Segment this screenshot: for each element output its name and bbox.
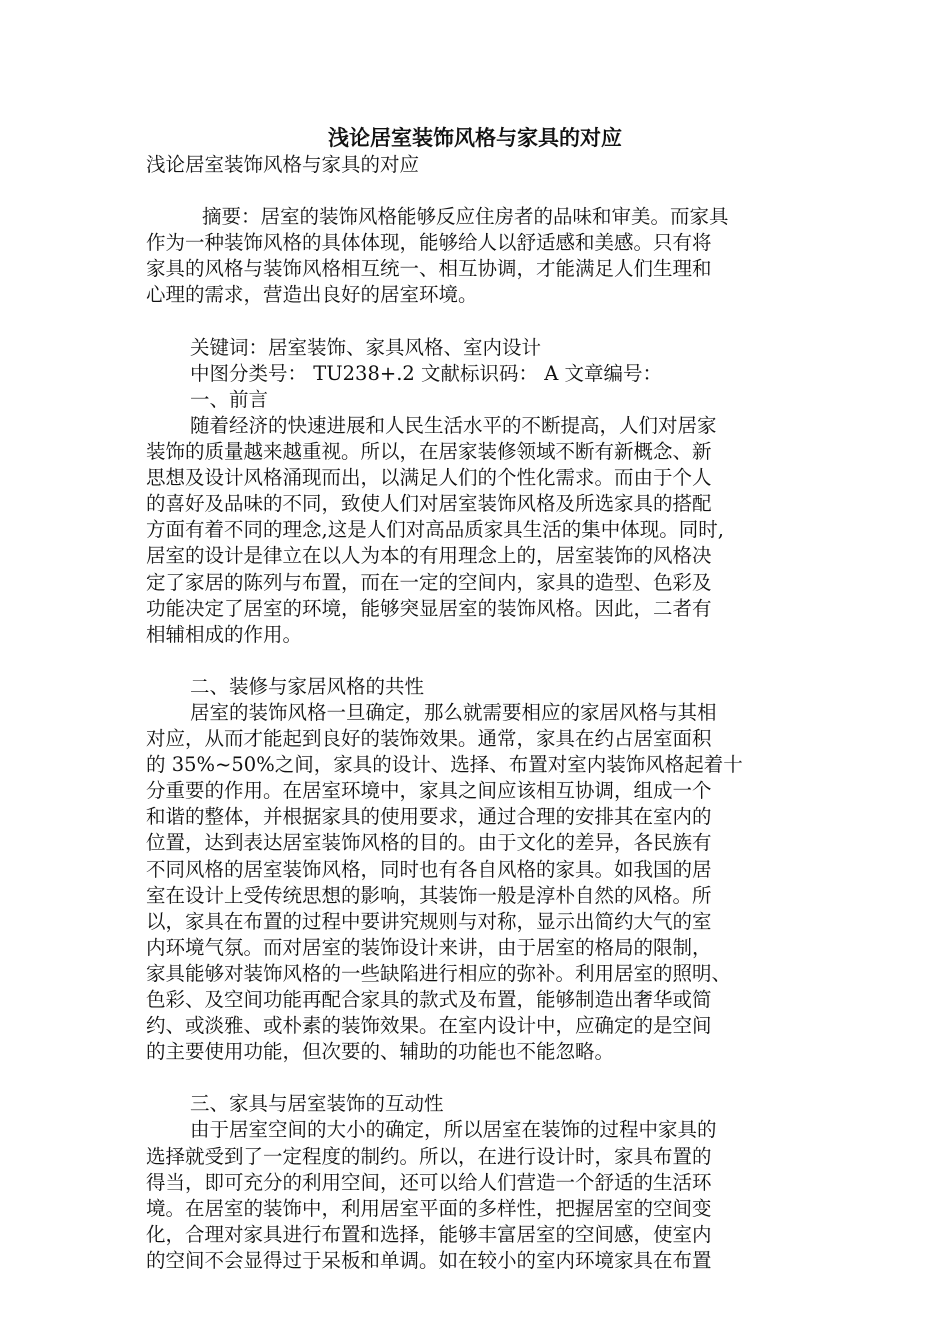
- paragraph-line: 境。在居室的装饰中，利用居室平面的多样性，把握居室的空间变: [146, 1196, 712, 1220]
- paragraph-line: 思想及设计风格涌现而出，以满足人们的个性化需求。而由于个人: [146, 466, 712, 490]
- keywords-line: 关键词：居室装饰、家具风格、室内设计: [190, 335, 542, 359]
- paragraph-line: 内环境气氛。而对居室的装饰设计来讲，由于居室的格局的限制，: [146, 935, 712, 959]
- paragraph-line: 化，合理对家具进行布置和选择，能够丰富居室的空间感，使室内: [146, 1222, 712, 1246]
- paragraph-line: 随着经济的快速进展和人民生活水平的不断提高，人们对居家: [190, 413, 717, 437]
- paragraph-line: 选择就受到了一定程度的制约。所以，在进行设计时，家具布置的: [146, 1144, 712, 1168]
- section-interaction: [146, 1091, 806, 1274]
- classification-line: 中图分类号： TU238+.2 文献标识码： A 文章编号：: [190, 361, 662, 385]
- section-common-style: [146, 674, 806, 1065]
- paragraph-line: 家具的风格与装饰风格相互统一、相互协调，才能满足人们生理和: [146, 257, 712, 281]
- paragraph-line: 的喜好及品味的不同，致使人们对居室装饰风格及所选家具的搭配: [146, 492, 712, 516]
- document-body: [146, 152, 806, 1274]
- paragraph-line: 得当，即可充分的利用空间，还可以给人们营造一个舒适的生活环: [146, 1170, 712, 1194]
- paragraph-line: 功能决定了居室的环境，能够突显居室的装饰风格。因此，二者有: [146, 596, 712, 620]
- section-heading: 一、前言: [190, 387, 269, 411]
- paragraph-line: 由于居室空间的大小的确定，所以居室在装饰的过程中家具的: [190, 1118, 717, 1142]
- paragraph-line: 家具能够对装饰风格的一些缺陷进行相应的弥补。利用居室的照明、: [146, 961, 732, 985]
- paragraph-line: 对应，从而才能起到良好的装饰效果。通常，家具在约占居室面积: [146, 727, 712, 751]
- paragraph-line: 方面有着不同的理念,这是人们对高品质家具生活的集中体现。同时,: [146, 518, 724, 542]
- blank-line: [146, 178, 806, 204]
- paragraph-line: 居室的装饰风格一旦确定，那么就需要相应的家居风格与其相: [190, 700, 717, 724]
- blank-line: [146, 1065, 806, 1091]
- paragraph-line: 心理的需求，营造出良好的居室环境。: [146, 283, 478, 307]
- paragraph-line: 分重要的作用。在居室环境中，家具之间应该相互协调，组成一个: [146, 779, 712, 803]
- paragraph-line: 的 35%~50%之间，家具的设计、选择、布置对室内装饰风格起着十: [146, 753, 743, 777]
- blank-line: [146, 309, 806, 335]
- paragraph-line: 的主要使用功能，但次要的、辅助的功能也不能忽略。: [146, 1040, 615, 1064]
- document-subtitle: 浅论居室装饰风格与家具的对应: [146, 153, 420, 176]
- paragraph-line: 装饰的质量越来越重视。所以，在居家装修领域不断有新概念、新: [146, 440, 712, 464]
- section-intro: [146, 387, 806, 648]
- paragraph-line: 相辅相成的作用。: [146, 622, 303, 646]
- paragraph-line: 作为一种装饰风格的具体体现，能够给人以舒适感和美感。只有将: [146, 231, 712, 255]
- section-heading: 三、家具与居室装饰的互动性: [190, 1092, 444, 1116]
- abstract-paragraph: [146, 204, 806, 308]
- paragraph-line: 以，家具在布置的过程中要讲究规则与对称，显示出简约大气的室: [146, 909, 712, 933]
- paragraph-line: 色彩、及空间功能再配合家具的款式及布置，能够制造出奢华或简: [146, 988, 712, 1011]
- paragraph-line: 位置，达到表达居室装饰风格的目的。由于文化的差异，各民族有: [146, 831, 712, 855]
- paragraph-line: 和谐的整体，并根据家具的使用要求，通过合理的安排其在室内的: [146, 805, 712, 829]
- paragraph-line: 定了家居的陈列与布置，而在一定的空间内，家具的造型、色彩及: [146, 570, 712, 594]
- paragraph-line: 摘要：居室的装饰风格能够反应住房者的品味和审美。而家具: [202, 205, 729, 229]
- blank-line: [146, 648, 806, 674]
- paragraph-line: 居室的设计是律立在以人为本的有用理念上的，居室装饰的风格决: [146, 544, 712, 568]
- paragraph-line: 室在设计上受传统思想的影响，其装饰一般是淳朴自然的风格。所: [146, 883, 712, 907]
- section-heading: 二、装修与家居风格的共性: [190, 674, 425, 698]
- paragraph-line: 的空间不会显得过于呆板和单调。如在较小的室内环境家具在布置: [146, 1248, 712, 1272]
- paragraph-line: 约、或淡雅、或朴素的装饰效果。在室内设计中，应确定的是空间: [146, 1014, 712, 1038]
- paragraph-line: 不同风格的居室装饰风格，同时也有各自风格的家具。如我国的居: [146, 857, 712, 881]
- document-title: 浅论居室装饰风格与家具的对应: [328, 126, 622, 150]
